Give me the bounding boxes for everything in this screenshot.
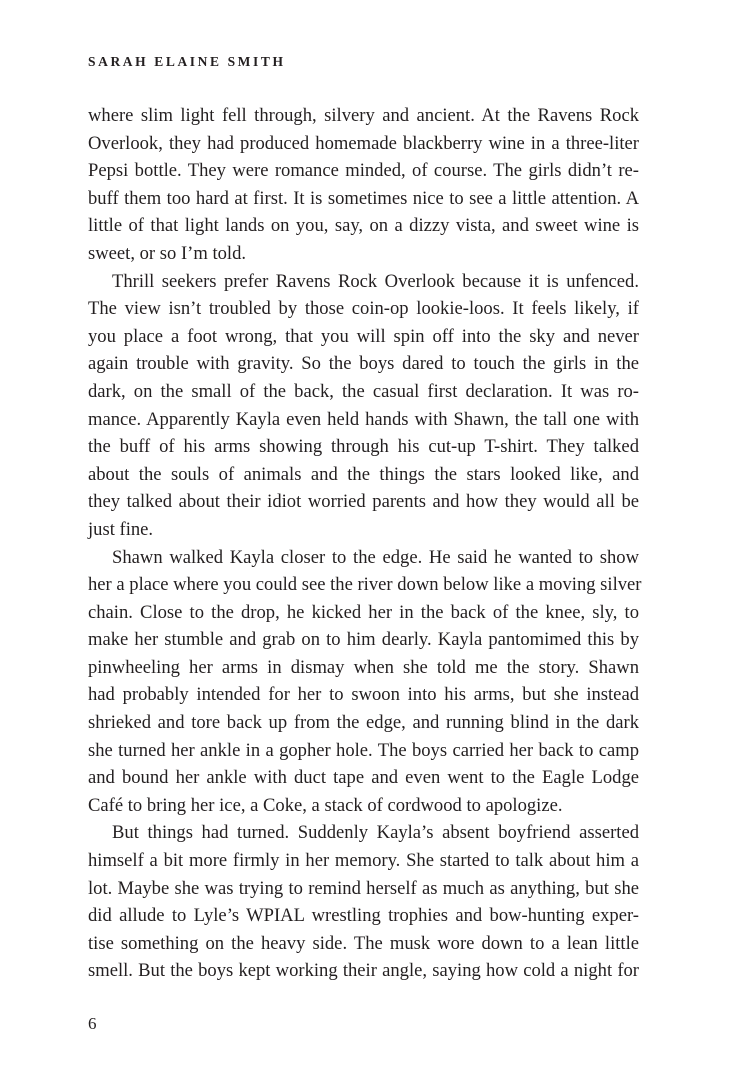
text-line: dark, on the small of the back, the casual first declaration. It was ro- [88, 380, 639, 402]
text-line: the buff of his arms showing through his cut-up T-shirt. They talked [88, 436, 639, 458]
text-line: Thrill seekers prefer Ravens Rock Overlook because it is unfenced. [112, 270, 639, 292]
text-line: chain. Close to the drop, he kicked her in the back of the knee, sly, to [88, 601, 639, 623]
text-line: mance. Apparently Kayla even held hands with Shawn, the tall one with [88, 408, 639, 430]
text-line: lot. Maybe she was trying to remind herself as much as anything, but she [88, 877, 639, 899]
text-line: little of that light lands on you, say, on a dizzy vista, and sweet wine is [88, 215, 639, 237]
text-line: and bound her ankle with duct tape and even went to the Eagle Lodge [88, 767, 639, 789]
text-line: himself a bit more firmly in her memory. She started to talk about him a [88, 850, 639, 872]
text-line: again trouble with gravity. So the boys dared to touch the girls in the [88, 353, 639, 375]
text-line: buff them too hard at first. It is sometimes nice to see a little attention. A [88, 187, 639, 209]
text-line: Overlook, they had produced homemade blackberry wine in a three-liter [88, 132, 639, 154]
text-line: The view isn’t troubled by those coin-op lookie-loos. It feels likely, if [88, 298, 639, 320]
body-text [88, 102, 642, 985]
paragraph [88, 819, 639, 985]
text-line: they talked about their idiot worried parents and how they would all be [88, 491, 639, 513]
text-line: you place a foot wrong, that you will spin off into the sky and never [88, 325, 639, 347]
text-line: she turned her ankle in a gopher hole. The boys carried her back to camp [88, 739, 639, 761]
running-head: SARAH ELAINE SMITH [88, 54, 286, 69]
text-line: her a place where you could see the river down below like a moving silver [88, 574, 642, 596]
text-line: But things had turned. Suddenly Kayla’s absent boyfriend asserted [112, 822, 639, 844]
text-line: make her stumble and grab on to him dearly. Kayla pantomimed this by [88, 629, 639, 651]
text-line: Café to bring her ice, a Coke, a stack of cordwood to apologize. [88, 794, 563, 816]
text-line: smell. But the boys kept working their angle, saying how cold a night for [88, 960, 639, 982]
paragraph [88, 544, 642, 820]
text-line: had probably intended for her to swoon into his arms, but she instead [88, 684, 639, 706]
text-line: tise something on the heavy side. The musk wore down to a lean little [88, 932, 639, 954]
page-number: 6 [88, 1014, 97, 1033]
text-line: Pepsi bottle. They were romance minded, of course. The girls didn’t re- [88, 160, 639, 182]
text-line: just fine. [88, 518, 154, 540]
text-line: where slim light fell through, silvery and ancient. At the Ravens Rock [88, 105, 639, 126]
text-line: Shawn walked Kayla closer to the edge. He said he wanted to show [112, 546, 639, 568]
text-line: about the souls of animals and the things the stars looked like, and [88, 463, 639, 485]
text-line: pinwheeling her arms in dismay when she told me the story. Shawn [88, 656, 639, 678]
text-line: sweet, or so I’m told. [88, 242, 247, 264]
text-line: shrieked and tore back up from the edge, and running blind in the dark [88, 712, 639, 734]
paragraph [88, 102, 639, 268]
text-line: did allude to Lyle’s WPIAL wrestling trophies and bow-hunting exper- [88, 905, 639, 927]
paragraph [88, 268, 639, 544]
